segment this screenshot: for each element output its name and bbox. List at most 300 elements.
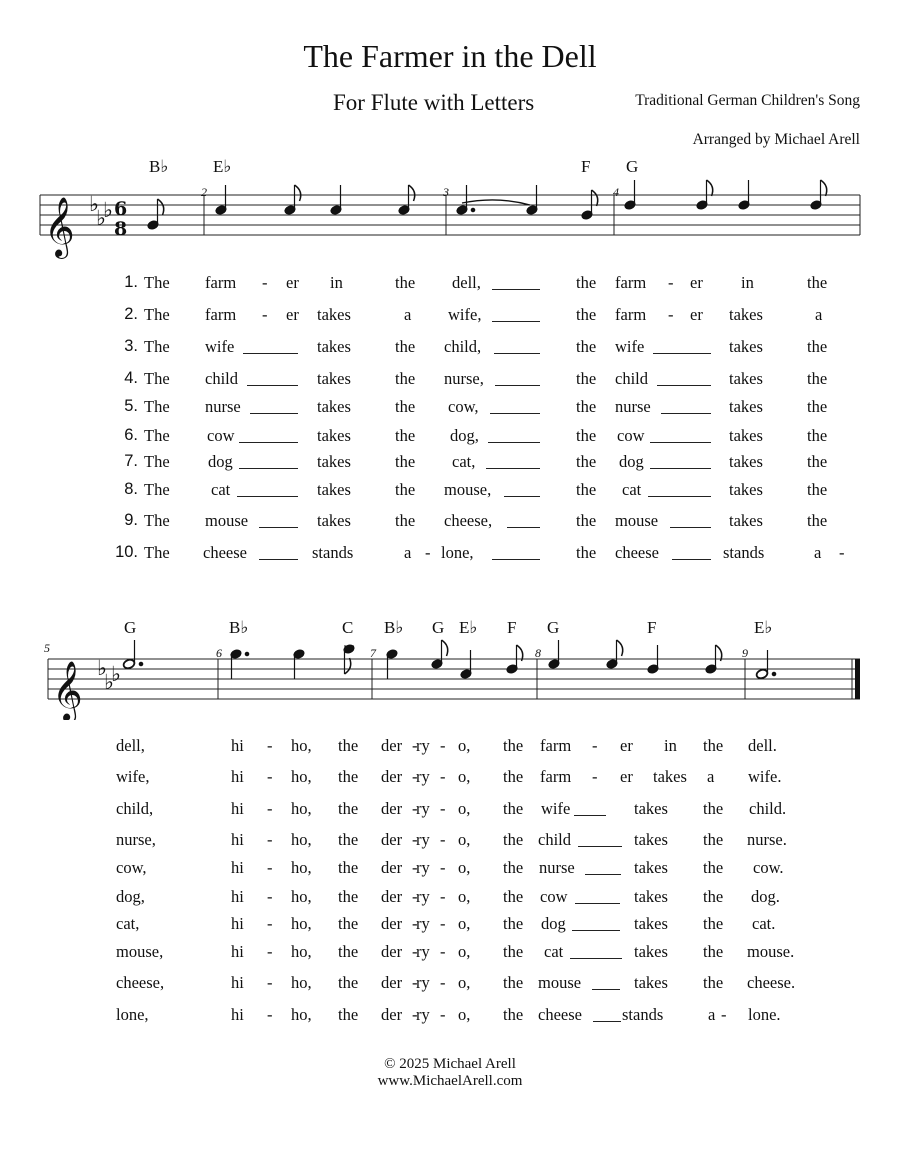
- lyric: the: [395, 426, 416, 445]
- lyric: takes: [634, 914, 668, 933]
- lyric: der: [381, 736, 403, 755]
- lyric: ho,: [291, 1005, 312, 1024]
- lyric: -: [412, 1005, 418, 1024]
- melisma-line: [650, 442, 711, 443]
- lyric: ry: [416, 942, 430, 961]
- verse-number: 2.: [124, 305, 138, 323]
- lyric: the: [576, 511, 597, 530]
- lyric: The: [144, 452, 170, 471]
- lyric: the: [395, 452, 416, 471]
- melisma-line: [243, 353, 298, 354]
- lyric: cow.: [753, 858, 784, 877]
- lyric: the: [503, 887, 524, 906]
- lyric: hi: [231, 973, 244, 992]
- lyric: -: [440, 1005, 446, 1024]
- lyric: child: [615, 369, 648, 388]
- lyric: The: [144, 511, 170, 530]
- lyric: cow: [617, 426, 645, 445]
- lyric: der: [381, 942, 403, 961]
- melisma-line: [247, 385, 298, 386]
- lyric: cat: [622, 480, 642, 499]
- lyric: the: [576, 480, 597, 499]
- chord-symbol: E♭: [754, 618, 773, 637]
- lyric: ry: [416, 767, 430, 786]
- lyric: the: [576, 369, 597, 388]
- lyric: hi: [231, 1005, 244, 1024]
- lyric: -: [440, 914, 446, 933]
- lyric: -: [668, 305, 674, 324]
- melisma-line: [239, 468, 298, 469]
- lyric: -: [267, 942, 273, 961]
- lyric: The: [144, 426, 170, 445]
- lyric: cheese,: [444, 511, 493, 530]
- lyric: -: [262, 273, 268, 292]
- melisma-line: [672, 559, 711, 560]
- lyric: hi: [231, 767, 244, 786]
- svg-text:♭: ♭: [104, 670, 114, 694]
- lyric: the: [503, 767, 524, 786]
- lyric: dell,: [116, 736, 145, 755]
- lyric: -: [721, 1005, 727, 1024]
- lyric: the: [703, 799, 724, 818]
- composer-credit: Traditional German Children's Song: [635, 92, 860, 109]
- lyric: dog,: [116, 887, 145, 906]
- lyric: the: [338, 736, 359, 755]
- page-title: The Farmer in the Dell: [303, 38, 597, 74]
- lyric: o,: [458, 799, 471, 818]
- lyric: takes: [653, 767, 687, 786]
- lyric: a: [814, 543, 822, 562]
- melisma-line: [670, 527, 711, 528]
- lyric: der: [381, 767, 403, 786]
- lyric: the: [338, 914, 359, 933]
- lyric: er: [620, 736, 633, 755]
- lyric: the: [703, 736, 724, 755]
- website: www.MichaelArell.com: [377, 1073, 523, 1089]
- melisma-line: [570, 958, 622, 959]
- lyric: -: [267, 858, 273, 877]
- lyric: takes: [634, 830, 668, 849]
- lyric: -: [440, 858, 446, 877]
- lyric: The: [144, 305, 170, 324]
- lyric: o,: [458, 973, 471, 992]
- lyric: takes: [634, 942, 668, 961]
- lyric: cheese: [203, 543, 247, 562]
- svg-text:♭: ♭: [96, 206, 106, 230]
- lyric: the: [576, 543, 597, 562]
- lyric: hi: [231, 887, 244, 906]
- lyric: the: [503, 858, 524, 877]
- lyric: child: [538, 830, 571, 849]
- lyric: the: [503, 1005, 524, 1024]
- lyric: ho,: [291, 799, 312, 818]
- lyric: cow,: [116, 858, 147, 877]
- lyric: wife: [615, 337, 645, 356]
- lyric: lone,: [441, 543, 474, 562]
- lyric: takes: [729, 480, 763, 499]
- melisma-line: [574, 815, 606, 816]
- lyric: -: [839, 543, 845, 562]
- melisma-line: [488, 442, 540, 443]
- lyric: the: [576, 426, 597, 445]
- lyric: in: [741, 273, 754, 292]
- lyric: o,: [458, 736, 471, 755]
- lyric: the: [703, 858, 724, 877]
- lyric: child,: [116, 799, 154, 818]
- melisma-line: [492, 289, 540, 290]
- lyric: the: [576, 397, 597, 416]
- chord-symbol: E♭: [459, 618, 478, 637]
- melisma-line: [572, 930, 620, 931]
- lyric: takes: [729, 426, 763, 445]
- lyric: the: [703, 830, 724, 849]
- measure-number: 2: [201, 185, 207, 199]
- lyric: farm: [615, 305, 647, 324]
- lyric: the: [807, 426, 828, 445]
- lyric: ho,: [291, 942, 312, 961]
- lyric: dell,: [452, 273, 481, 292]
- lyric: -: [267, 830, 273, 849]
- lyric: dog.: [751, 887, 780, 906]
- lyric: the: [503, 973, 524, 992]
- melisma-line: [492, 321, 540, 322]
- lyric: -: [267, 799, 273, 818]
- lyric: -: [412, 973, 418, 992]
- lyric: der: [381, 799, 403, 818]
- verse-number: 7.: [124, 452, 138, 470]
- lyric: a: [404, 543, 412, 562]
- melisma-line: [259, 559, 298, 560]
- lyric: takes: [317, 369, 351, 388]
- lyric: o,: [458, 1005, 471, 1024]
- lyric: -: [267, 914, 273, 933]
- lyric: takes: [317, 452, 351, 471]
- lyric: farm: [205, 305, 237, 324]
- lyric: takes: [317, 397, 351, 416]
- lyric: the: [395, 273, 416, 292]
- lyric: mouse: [538, 973, 582, 992]
- lyric: hi: [231, 736, 244, 755]
- lyric: the: [395, 511, 416, 530]
- melisma-line: [259, 527, 298, 528]
- verse-number: 10.: [115, 543, 138, 561]
- lyric: the: [703, 973, 724, 992]
- lyric: -: [440, 942, 446, 961]
- verse-number: 4.: [124, 369, 138, 387]
- staff-system-2: [0, 600, 900, 720]
- lyric: stands: [622, 1005, 664, 1024]
- melisma-line: [661, 413, 711, 414]
- lyric: takes: [729, 511, 763, 530]
- lyric: er: [690, 305, 703, 324]
- lyric: er: [620, 767, 633, 786]
- lyric: der: [381, 887, 403, 906]
- lyric: o,: [458, 830, 471, 849]
- melisma-line: [495, 385, 540, 386]
- verse-number: 6.: [124, 426, 138, 444]
- chord-symbol: G: [547, 618, 560, 637]
- lyric: the: [807, 273, 828, 292]
- lyric: wife.: [748, 767, 782, 786]
- melisma-line: [585, 874, 621, 875]
- lyric: the: [576, 273, 597, 292]
- lyric: cat,: [452, 452, 476, 471]
- lyric: o,: [458, 914, 471, 933]
- lyric: takes: [729, 397, 763, 416]
- lyric: cow: [540, 887, 568, 906]
- melisma-line: [507, 527, 540, 528]
- measure-number: 7: [370, 646, 376, 660]
- lyric: nurse.: [747, 830, 787, 849]
- lyric: -: [440, 973, 446, 992]
- melisma-line: [592, 989, 620, 990]
- lyric: hi: [231, 858, 244, 877]
- melisma-line: [486, 468, 540, 469]
- lyric: er: [690, 273, 703, 292]
- lyric: -: [412, 942, 418, 961]
- melisma-line: [650, 468, 711, 469]
- time-signature-bottom: 8: [114, 218, 128, 240]
- lyric: The: [144, 543, 170, 562]
- chord-symbol: F: [507, 618, 517, 637]
- lyric: nurse,: [444, 369, 484, 388]
- lyric: child,: [444, 337, 482, 356]
- lyric: er: [286, 273, 299, 292]
- lyric: stands: [312, 543, 354, 562]
- melisma-line: [575, 903, 620, 904]
- lyric: the: [395, 337, 416, 356]
- lyric: wife: [541, 799, 571, 818]
- lyric: the: [703, 887, 724, 906]
- lyric: the: [395, 397, 416, 416]
- lyric: the: [503, 914, 524, 933]
- lyric: takes: [317, 426, 351, 445]
- lyric: wife: [205, 337, 235, 356]
- lyric: -: [412, 914, 418, 933]
- lyric: ry: [416, 736, 430, 755]
- chord-symbol: G: [124, 618, 137, 637]
- lyric: the: [576, 305, 597, 324]
- lyric: ry: [416, 799, 430, 818]
- lyric: ho,: [291, 887, 312, 906]
- lyric: mouse: [615, 511, 659, 530]
- lyric: the: [807, 452, 828, 471]
- lyric: mouse,: [444, 480, 492, 499]
- svg-text:♭: ♭: [111, 662, 121, 686]
- melisma-line: [494, 353, 540, 354]
- page-subtitle: For Flute with Letters: [333, 90, 535, 115]
- lyric: cheese,: [116, 973, 165, 992]
- melisma-line: [653, 353, 711, 354]
- svg-text:♭: ♭: [97, 656, 107, 680]
- lyric: lone.: [748, 1005, 781, 1024]
- melisma-line: [492, 559, 540, 560]
- lyric: the: [703, 914, 724, 933]
- lyric: dog: [619, 452, 644, 471]
- svg-text:𝄞: 𝄞: [44, 197, 75, 257]
- lyric: farm: [540, 736, 572, 755]
- lyric: -: [440, 736, 446, 755]
- svg-text:♭: ♭: [89, 192, 99, 216]
- measure-number: 5: [44, 641, 50, 655]
- lyric: dog: [208, 452, 233, 471]
- lyric: cow: [207, 426, 235, 445]
- lyric: child.: [749, 799, 787, 818]
- lyric: the: [338, 799, 359, 818]
- lyric: the: [703, 942, 724, 961]
- lyric: The: [144, 480, 170, 499]
- lyric: the: [503, 942, 524, 961]
- lyric: -: [668, 273, 674, 292]
- melisma-line: [648, 496, 711, 497]
- chord-symbol: B♭: [384, 618, 404, 637]
- lyric: a: [708, 1005, 716, 1024]
- lyric: dell.: [748, 736, 777, 755]
- lyric: -: [267, 767, 273, 786]
- svg-text:𝄞: 𝄞: [52, 661, 83, 720]
- lyric: takes: [317, 511, 351, 530]
- chord-symbol: F: [581, 157, 591, 176]
- lyric: mouse,: [116, 942, 164, 961]
- lyric: The: [144, 369, 170, 388]
- measure-number: 9: [742, 646, 748, 660]
- lyric: er: [286, 305, 299, 324]
- lyric: the: [338, 973, 359, 992]
- lyric: farm: [205, 273, 237, 292]
- lyric: cat.: [752, 914, 776, 933]
- lyric: the: [395, 480, 416, 499]
- melisma-line: [504, 496, 540, 497]
- lyric: ho,: [291, 767, 312, 786]
- lyric: the: [503, 830, 524, 849]
- lyric: ho,: [291, 830, 312, 849]
- lyric: nurse,: [116, 830, 156, 849]
- lyric: stands: [723, 543, 765, 562]
- lyric: the: [338, 1005, 359, 1024]
- arranger-credit: Arranged by Michael Arell: [692, 131, 860, 148]
- lyric: -: [267, 736, 273, 755]
- lyric: the: [338, 887, 359, 906]
- lyric: cow,: [448, 397, 479, 416]
- melisma-line: [593, 1021, 621, 1022]
- lyric: the: [503, 736, 524, 755]
- lyric: farm: [615, 273, 647, 292]
- measure-number: 4: [613, 185, 619, 199]
- lyric: hi: [231, 914, 244, 933]
- chord-symbol: G: [626, 157, 639, 176]
- verse-number: 8.: [124, 480, 138, 498]
- lyric: the: [807, 369, 828, 388]
- measure-number: 8: [535, 646, 541, 660]
- lyric: takes: [317, 480, 351, 499]
- lyric: ry: [416, 914, 430, 933]
- svg-text:♭: ♭: [103, 198, 113, 222]
- lyric: nurse: [205, 397, 241, 416]
- lyric: the: [503, 799, 524, 818]
- melisma-line: [250, 413, 298, 414]
- lyric: nurse: [615, 397, 651, 416]
- verse-number: 9.: [124, 511, 138, 529]
- lyric: ho,: [291, 736, 312, 755]
- lyric: -: [412, 887, 418, 906]
- chord-symbol: G: [432, 618, 445, 637]
- chord-symbol: B♭: [149, 157, 169, 176]
- lyric: wife,: [116, 767, 150, 786]
- lyric: the: [338, 942, 359, 961]
- melisma-line: [578, 846, 622, 847]
- lyric: -: [267, 887, 273, 906]
- lyric: -: [412, 799, 418, 818]
- lyric: ho,: [291, 914, 312, 933]
- lyric: ry: [416, 830, 430, 849]
- lyric: -: [412, 830, 418, 849]
- measure-number: 3: [443, 185, 449, 199]
- lyric: The: [144, 337, 170, 356]
- lyric: o,: [458, 942, 471, 961]
- lyric: cat: [544, 942, 564, 961]
- lyric: the: [338, 858, 359, 877]
- melisma-line: [237, 496, 298, 497]
- lyric: hi: [231, 799, 244, 818]
- lyric: a: [707, 767, 715, 786]
- lyric: cheese.: [747, 973, 796, 992]
- lyric: cheese: [615, 543, 659, 562]
- lyric: takes: [317, 305, 351, 324]
- lyric: o,: [458, 767, 471, 786]
- lyric: cat: [211, 480, 231, 499]
- melisma-line: [657, 385, 711, 386]
- lyric: -: [267, 1005, 273, 1024]
- lyric: takes: [634, 887, 668, 906]
- lyric: mouse.: [747, 942, 795, 961]
- lyric: -: [440, 767, 446, 786]
- lyric: lone,: [116, 1005, 149, 1024]
- lyric: o,: [458, 887, 471, 906]
- lyric: The: [144, 397, 170, 416]
- staff-system-1: [0, 0, 900, 280]
- lyric: farm: [540, 767, 572, 786]
- verse-number: 1.: [124, 273, 138, 291]
- lyric: -: [412, 736, 418, 755]
- lyric: der: [381, 830, 403, 849]
- lyric: child: [205, 369, 238, 388]
- lyric: takes: [729, 369, 763, 388]
- lyric: o,: [458, 858, 471, 877]
- melisma-line: [490, 413, 540, 414]
- lyric: -: [592, 736, 598, 755]
- lyric: dog: [541, 914, 566, 933]
- lyric: mouse: [205, 511, 249, 530]
- lyric: ry: [416, 858, 430, 877]
- lyric: -: [440, 830, 446, 849]
- lyric: nurse: [539, 858, 575, 877]
- copyright: © 2025 Michael Arell: [384, 1056, 516, 1072]
- melisma-line: [239, 442, 298, 443]
- lyric: the: [807, 337, 828, 356]
- lyric: cat,: [116, 914, 140, 933]
- lyric: dog,: [450, 426, 479, 445]
- lyric: ho,: [291, 858, 312, 877]
- lyric: takes: [317, 337, 351, 356]
- lyric: takes: [634, 973, 668, 992]
- time-signature-top: 6: [114, 198, 128, 220]
- lyric: the: [576, 337, 597, 356]
- lyric: der: [381, 914, 403, 933]
- lyric: the: [395, 369, 416, 388]
- lyric: ho,: [291, 973, 312, 992]
- lyric: -: [412, 767, 418, 786]
- lyric: the: [807, 397, 828, 416]
